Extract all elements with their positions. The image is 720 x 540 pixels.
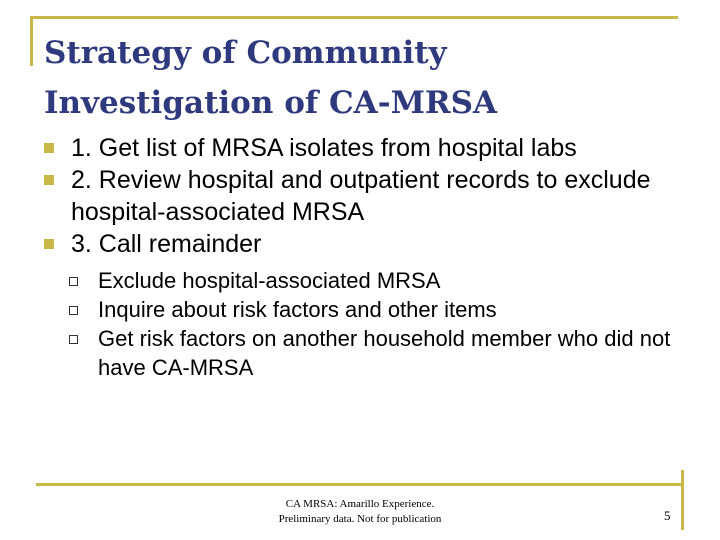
- square-bullet-icon: [44, 143, 54, 153]
- frame-left-line: [30, 16, 33, 66]
- sub-bullet-list: [69, 266, 684, 382]
- bullet-item: [44, 132, 684, 164]
- sub-bullet-item: [69, 324, 684, 382]
- bullet-item: [44, 228, 684, 382]
- sub-bullet-text: Inquire about risk factors and other items: [98, 297, 497, 322]
- frame-right-line: [681, 470, 684, 530]
- sub-bullet-item: [69, 295, 684, 324]
- footer-line-1: CA MRSA: Amarillo Experience.: [285, 498, 435, 510]
- sub-bullet-text: Exclude hospital-associated MRSA: [98, 268, 441, 293]
- bullet-text: 1. Get list of MRSA isolates from hospital labs: [71, 134, 577, 162]
- bullet-list: [44, 132, 684, 382]
- bullet-item: [44, 164, 684, 228]
- hollow-square-bullet-icon: [69, 277, 78, 286]
- slide-title: Strategy of Community Investigation of CA-MRSA: [44, 35, 498, 121]
- page-number: 5: [664, 508, 671, 523]
- bullet-text: 3. Call remainder: [71, 230, 262, 258]
- footer-line-2: Preliminary data. Not for publication: [278, 513, 442, 525]
- frame-top-line: [30, 16, 678, 19]
- hollow-square-bullet-icon: [69, 306, 78, 315]
- bullet-text: 2. Review hospital and outpatient records to exclude hospital-associated MRSA: [71, 166, 651, 226]
- footer-note: [240, 497, 480, 527]
- frame-bottom-line: [36, 483, 684, 486]
- sub-bullet-text: Get risk factors on another household member who did not have CA-MRSA: [98, 326, 671, 380]
- sub-bullet-item: [69, 266, 684, 295]
- square-bullet-icon: [44, 175, 54, 185]
- square-bullet-icon: [44, 239, 54, 249]
- hollow-square-bullet-icon: [69, 335, 78, 344]
